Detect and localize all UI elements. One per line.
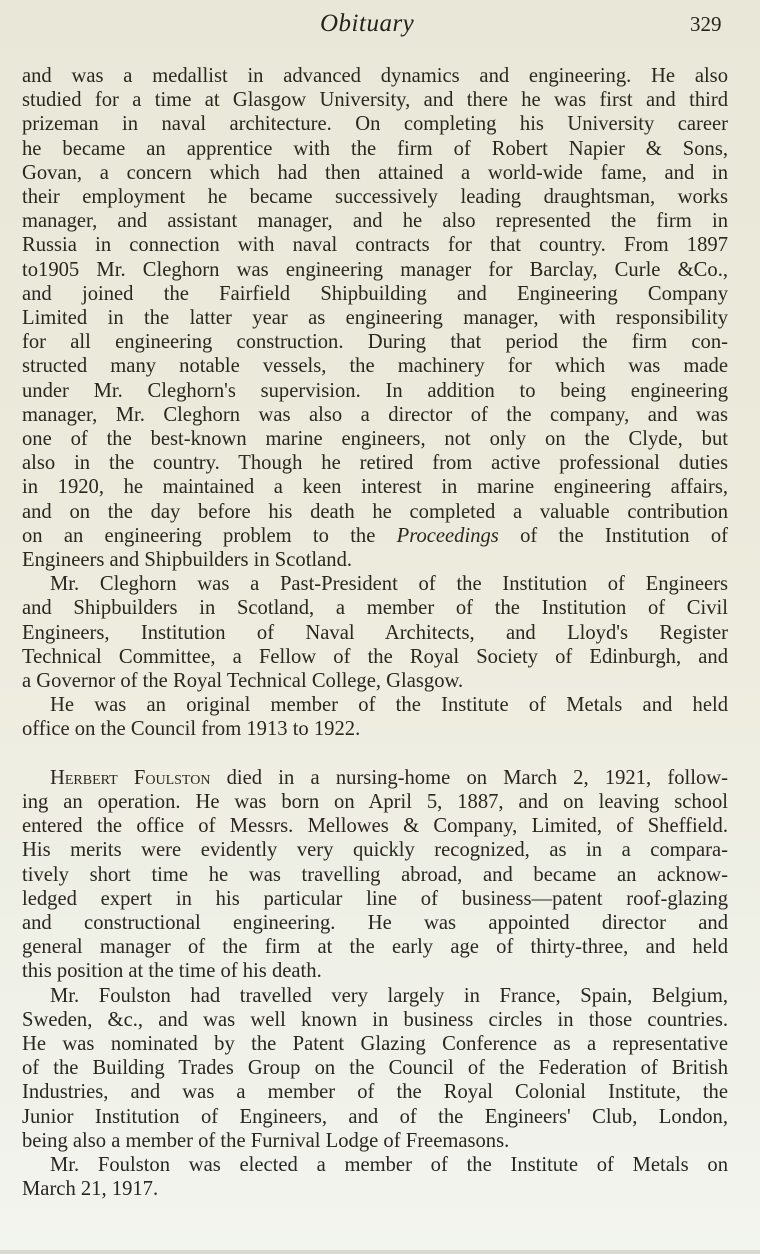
- text-line: and on the day before his death he completed a valuable contribution: [22, 500, 728, 523]
- text-line: under Mr. Cleghorn's supervision. In addition to being engineering: [22, 379, 728, 402]
- text-line: of the Building Trades Group on the Council of the Federation of British: [22, 1057, 728, 1080]
- text-line: a Governor of the Royal Technical College, Glasgow.: [22, 670, 464, 693]
- text-line: one of the best-known marine engineers, not only on the Clyde, but: [22, 428, 728, 451]
- paragraph-cleghorn-memberships: [22, 572, 728, 693]
- text-line: Russia in connection with naval contracts for that country. From 1897: [22, 234, 728, 257]
- paragraph-foulston-intro: [22, 766, 728, 984]
- text-line: Mr. Cleghorn was a Past-President of the Institution of Engineers: [50, 573, 728, 596]
- text-line: studied for a time at Glasgow University, and there he was first and third: [22, 89, 728, 112]
- page-header: [0, 6, 760, 46]
- paragraph-foulston-travels: [22, 984, 728, 1153]
- text-line: ledged expert in his particular line of business—patent roof-glazing: [22, 887, 728, 910]
- text-line: also in the country. Though he retired from active professional duties: [22, 452, 728, 475]
- text-line: for all engineering construction. During that period the firm con-: [22, 331, 728, 354]
- page-number: 329: [690, 12, 722, 36]
- paragraph-foulston-membership: [22, 1153, 728, 1201]
- obituary-name: Herbert Foulston: [50, 766, 211, 789]
- text-line: March 21, 1917.: [22, 1178, 159, 1201]
- paragraph-cleghorn-career: [22, 64, 728, 572]
- text-line: prizeman in naval architecture. On completing his University career: [22, 113, 728, 136]
- text-line: entered the office of Messrs. Mellowes & Company, Limited, of Sheffield.: [22, 815, 728, 838]
- text-line: [22, 766, 728, 790]
- text-line: and constructional engineering. He was appointed director and: [22, 911, 728, 934]
- text-line: manager, and assistant manager, and he also represented the firm in: [22, 210, 728, 233]
- text-line: Junior Institution of Engineers, and of the Engineers' Club, London,: [22, 1105, 728, 1128]
- text-line: office on the Council from 1913 to 1922.: [22, 718, 361, 741]
- text-line: ing an operation. He was born on April 5, 1887, and on leaving school: [22, 790, 728, 813]
- text-line: general manager of the firm at the early age of thirty-three, and held: [22, 936, 728, 959]
- text-line: Engineers, Institution of Naval Architects, and Lloyd's Register: [22, 621, 728, 644]
- page-bottom-edge: [0, 1250, 760, 1254]
- text-line: in 1920, he maintained a keen interest in marine engineering affairs,: [22, 476, 728, 499]
- text-line: Govan, a concern which had then attained a world-wide fame, and in: [22, 161, 728, 184]
- running-title: Obituary: [320, 10, 415, 37]
- text-line: to1905 Mr. Cleghorn was engineering manager for Barclay, Curle &Co.,: [22, 258, 728, 281]
- text-line: tively short time he was travelling abroad, and became an acknow-: [22, 863, 728, 886]
- text-line: their employment he became successively leading draughtsman, works: [22, 186, 728, 209]
- text-line: Technical Committee, a Fellow of the Royal Society of Edinburgh, and: [22, 645, 728, 668]
- text-line: this position at the time of his death.: [22, 960, 322, 983]
- text-line: His merits were evidently very quickly recognized, as in a compara-: [22, 839, 728, 862]
- text-line: he became an apprentice with the firm of Robert Napier & Sons,: [22, 137, 728, 160]
- text-line: He was an original member of the Institute of Metals and held: [50, 694, 728, 717]
- text-line: Limited in the latter year as engineering manager, with responsibility: [22, 307, 728, 330]
- paragraph-cleghorn-institute: [22, 693, 728, 741]
- text-line: Industries, and was a member of the Royal Colonial Institute, the: [22, 1081, 728, 1104]
- text-line: structed many notable vessels, the machinery for which was made: [22, 355, 728, 378]
- body-text: [22, 64, 728, 1201]
- text-run: died in a nursing-home on March 2, 1921, follow-: [210, 766, 728, 789]
- text-line: He was nominated by the Patent Glazing Conference as a representative: [22, 1032, 728, 1055]
- text-line: and joined the Fairfield Shipbuilding and Engineering Company: [22, 282, 728, 305]
- text-line: Sweden, &c., and was well known in business circles in those countries.: [22, 1008, 728, 1031]
- text-line: being also a member of the Furnival Lodge of Freemasons.: [22, 1129, 510, 1152]
- text-line: Engineers and Shipbuilders in Scotland.: [22, 549, 353, 572]
- text-line: Mr. Foulston was elected a member of the Institute of Metals on: [50, 1153, 728, 1176]
- text-run: of the Institution of: [498, 524, 728, 547]
- text-run: on an engineering problem to the: [22, 524, 397, 547]
- text-line: Mr. Foulston had travelled very largely in France, Spain, Belgium,: [50, 984, 728, 1007]
- journal-title-italic: Proceedings: [396, 524, 499, 547]
- section-gap: [22, 742, 728, 766]
- text-line: and was a medallist in advanced dynamics and engineering. He also: [22, 65, 728, 87]
- text-line: manager, Mr. Cleghorn was also a director of the company, and was: [22, 403, 728, 426]
- text-line-proceedings: [22, 524, 728, 548]
- text-line: and Shipbuilders in Scotland, a member of the Institution of Civil: [22, 597, 728, 620]
